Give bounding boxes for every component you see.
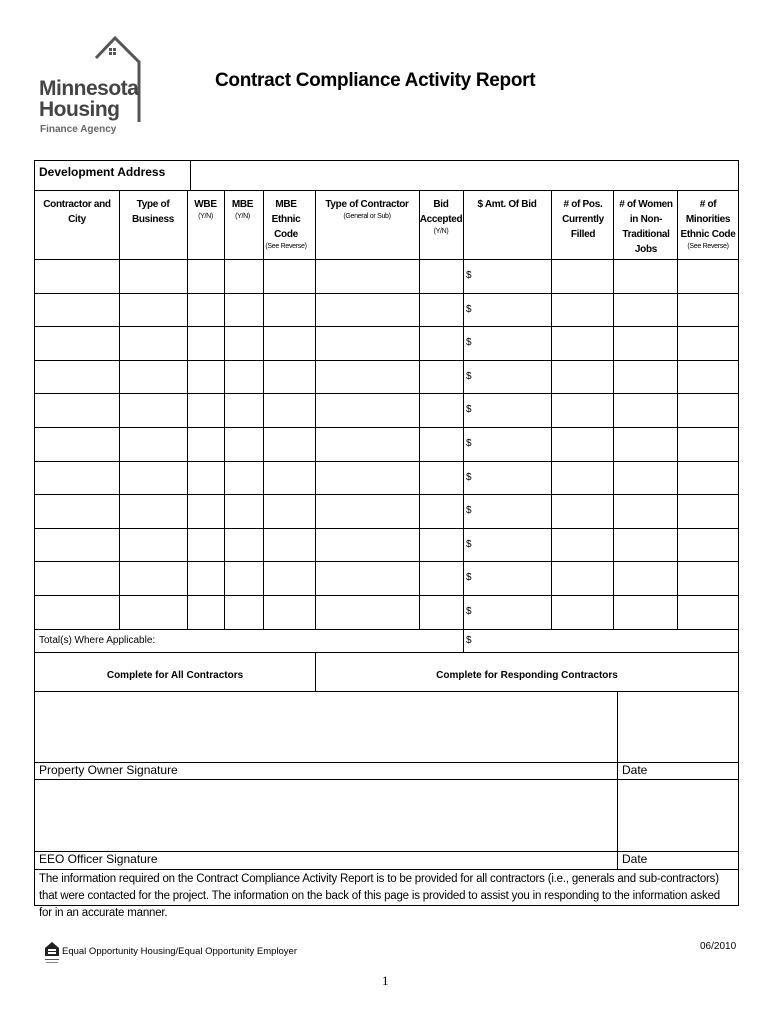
col-header-mbe-ethnic-code: MBE Ethnic Code (See Reverse)	[265, 199, 307, 250]
col-header-type-of-business: Type of Business	[131, 199, 175, 225]
row-dollar-sign: $	[466, 337, 472, 348]
col-header-positions-filled: # of Pos. Currently Filled	[562, 199, 604, 240]
compliance-form	[34, 160, 739, 919]
section-responding-contractors: Complete for Responding Contractors	[436, 670, 618, 681]
col-header-bid-accepted: Bid Accepted (Y/N)	[419, 199, 463, 235]
property-owner-date-field[interactable]	[618, 692, 738, 762]
row-dollar-sign: $	[466, 572, 472, 583]
mhfa-logo	[38, 36, 148, 140]
instructions-note: The information required on the Contract Compliance Activity Report is to be provided for all contractors (i.e., generals and sub-contractors) that were contacted for the project. The information on the back of this page is provided to assist you in responding to the information asked for in an accurate manner.	[39, 873, 720, 919]
divider	[35, 869, 738, 870]
totals-label: Total(s) Where Applicable:	[39, 635, 156, 646]
col-header-minorities-ethnic-code: # of Minorities Ethnic Code (See Reverse)	[680, 199, 736, 250]
logo-line-1: Minnesota	[39, 77, 139, 100]
development-address-label: Development Address	[39, 165, 166, 179]
eeo-officer-signature-label: EEO Officer Signature	[39, 852, 158, 866]
table-row[interactable]	[35, 494, 738, 528]
table-row[interactable]	[35, 528, 738, 562]
table-row[interactable]	[35, 326, 738, 360]
row-dollar-sign: $	[466, 472, 472, 483]
row-dollar-sign: $	[466, 404, 472, 415]
col-header-amount-of-bid: $ Amt. Of Bid	[477, 199, 537, 210]
logo-line-2: Housing	[39, 98, 120, 121]
logo-line-3: Finance Agency	[40, 124, 117, 135]
equal-opportunity-text: Equal Opportunity Housing/Equal Opportunity Employer	[62, 946, 297, 957]
table-row[interactable]	[35, 293, 738, 327]
table-row[interactable]	[35, 427, 738, 461]
col-header-women-nontraditional: # of Women in Non-Traditional Jobs	[619, 199, 673, 255]
row-dollar-sign: $	[466, 270, 472, 281]
table-row[interactable]	[35, 259, 738, 293]
row-dollar-sign: $	[466, 505, 472, 516]
property-owner-signature-label: Property Owner Signature	[39, 763, 178, 777]
property-owner-date-label: Date	[622, 763, 648, 777]
table-row[interactable]	[35, 393, 738, 427]
col-header-mbe: MBE (Y/N)	[231, 199, 254, 220]
development-address-field[interactable]	[191, 161, 738, 190]
row-dollar-sign: $	[466, 539, 472, 550]
eeo-officer-signature-field[interactable]	[35, 780, 616, 851]
section-all-contractors: Complete for All Contractors	[106, 670, 244, 681]
row-dollar-sign: $	[466, 606, 472, 617]
table-row[interactable]	[35, 561, 738, 595]
equal-housing-icon	[44, 941, 60, 965]
divider	[35, 190, 738, 191]
row-dollar-sign: $	[466, 304, 472, 315]
totals-amount-field[interactable]	[463, 629, 738, 652]
page-title: Contract Compliance Activity Report	[215, 70, 536, 91]
form-date: 06/2010	[700, 941, 737, 952]
property-owner-signature-field[interactable]	[35, 692, 616, 762]
eeo-officer-date-label: Date	[622, 852, 648, 866]
row-dollar-sign: $	[466, 371, 472, 382]
col-header-contractor-city: Contractor and City	[43, 199, 111, 225]
col-header-wbe: WBE (Y/N)	[194, 199, 217, 220]
row-dollar-sign: $	[466, 438, 472, 449]
table-row[interactable]	[35, 461, 738, 495]
totals-dollar-sign: $	[466, 635, 472, 646]
eeo-officer-date-field[interactable]	[618, 780, 738, 851]
page-number: 1	[382, 973, 389, 988]
table-row[interactable]	[35, 595, 738, 629]
col-header-type-of-contractor: Type of Contractor (General or Sub)	[325, 199, 409, 220]
table-row[interactable]	[35, 360, 738, 394]
